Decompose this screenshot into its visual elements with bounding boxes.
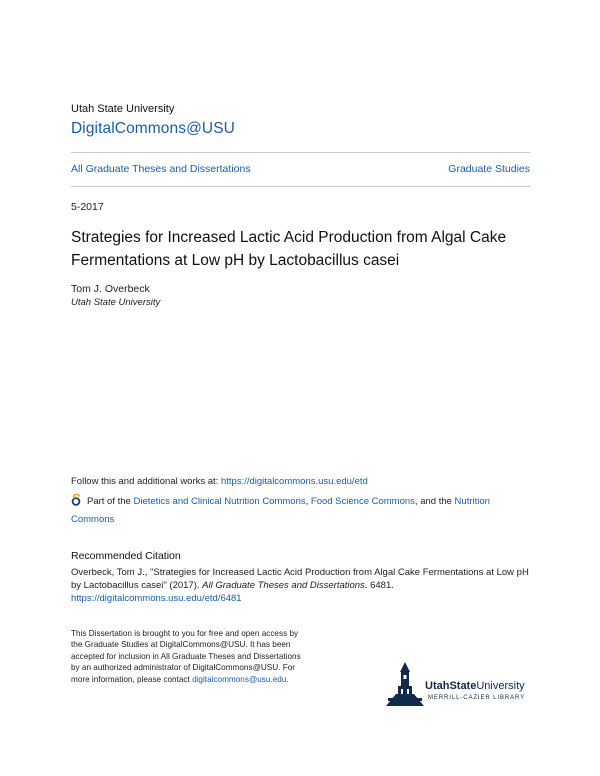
- library-logo-subtitle: MERRILL-CAZIER LIBRARY: [428, 695, 526, 701]
- divider-top: [71, 152, 530, 153]
- collection-link[interactable]: All Graduate Theses and Dissertations: [71, 163, 251, 175]
- part-of-prefix: Part of the: [87, 496, 134, 507]
- statement-text: This Dissertation is brought to you for free and open access by the Graduate Studies at DigitalCommons@USU. It has been accepted for inclusion in All Graduate Theses and Dissertations by an authorized administrator of DigitalCommons@USU. For more information, please contact: [71, 629, 301, 684]
- department-link[interactable]: Graduate Studies: [448, 163, 530, 175]
- citation-heading: Recommended Citation: [71, 550, 181, 562]
- citation-body: Overbeck, Tom J., "Strategies for Increased Lactic Acid Production from Algal Cake Fermentations at Low pH by Lactobacillus casei" (2017).: [71, 567, 529, 591]
- divider-bottom: [71, 186, 530, 187]
- logo-name-bold: UtahState: [425, 680, 477, 692]
- access-statement: [71, 628, 301, 685]
- citation-number: . 6481.: [364, 580, 394, 591]
- dietetics-commons-link[interactable]: Dietetics and Clinical Nutrition Commons: [133, 496, 306, 507]
- part-of-separator: ,: [305, 496, 311, 507]
- follow-url-link[interactable]: https://digitalcommons.usu.edu/etd: [220, 476, 368, 487]
- follow-line: [71, 476, 368, 487]
- library-logo-name: [425, 680, 525, 692]
- author-affiliation: Utah State University: [71, 297, 161, 308]
- follow-text: Follow this and additional works at:: [71, 476, 221, 487]
- contact-email-link[interactable]: digitalcommons@usu.edu: [192, 674, 287, 684]
- paper-title: Strategies for Increased Lactic Acid Production from Algal Cake Fermentations at Low pH by Lactobacillus casei: [71, 229, 507, 269]
- publication-date: 5-2017: [71, 201, 104, 213]
- repository-link[interactable]: DigitalCommons@USU: [71, 120, 235, 137]
- author-name: Tom J. Overbeck: [71, 283, 150, 295]
- institution-name: Utah State University: [71, 103, 175, 115]
- part-of-separator: , and the: [414, 496, 455, 507]
- citation-url-link[interactable]: https://digitalcommons.usu.edu/etd/6481: [71, 593, 242, 604]
- open-access-icon: [71, 494, 83, 512]
- part-of-line: [71, 494, 531, 528]
- nutrition-commons-link[interactable]: Nutrition Commons: [71, 496, 490, 525]
- citation-text: [71, 566, 533, 605]
- logo-name-regular: University: [476, 680, 525, 692]
- statement-end: .: [286, 674, 289, 684]
- food-science-commons-link[interactable]: Food Science Commons: [310, 496, 415, 507]
- citation-series: All Graduate Theses and Dissertations: [202, 580, 365, 591]
- old-main-tower-icon: [384, 660, 426, 708]
